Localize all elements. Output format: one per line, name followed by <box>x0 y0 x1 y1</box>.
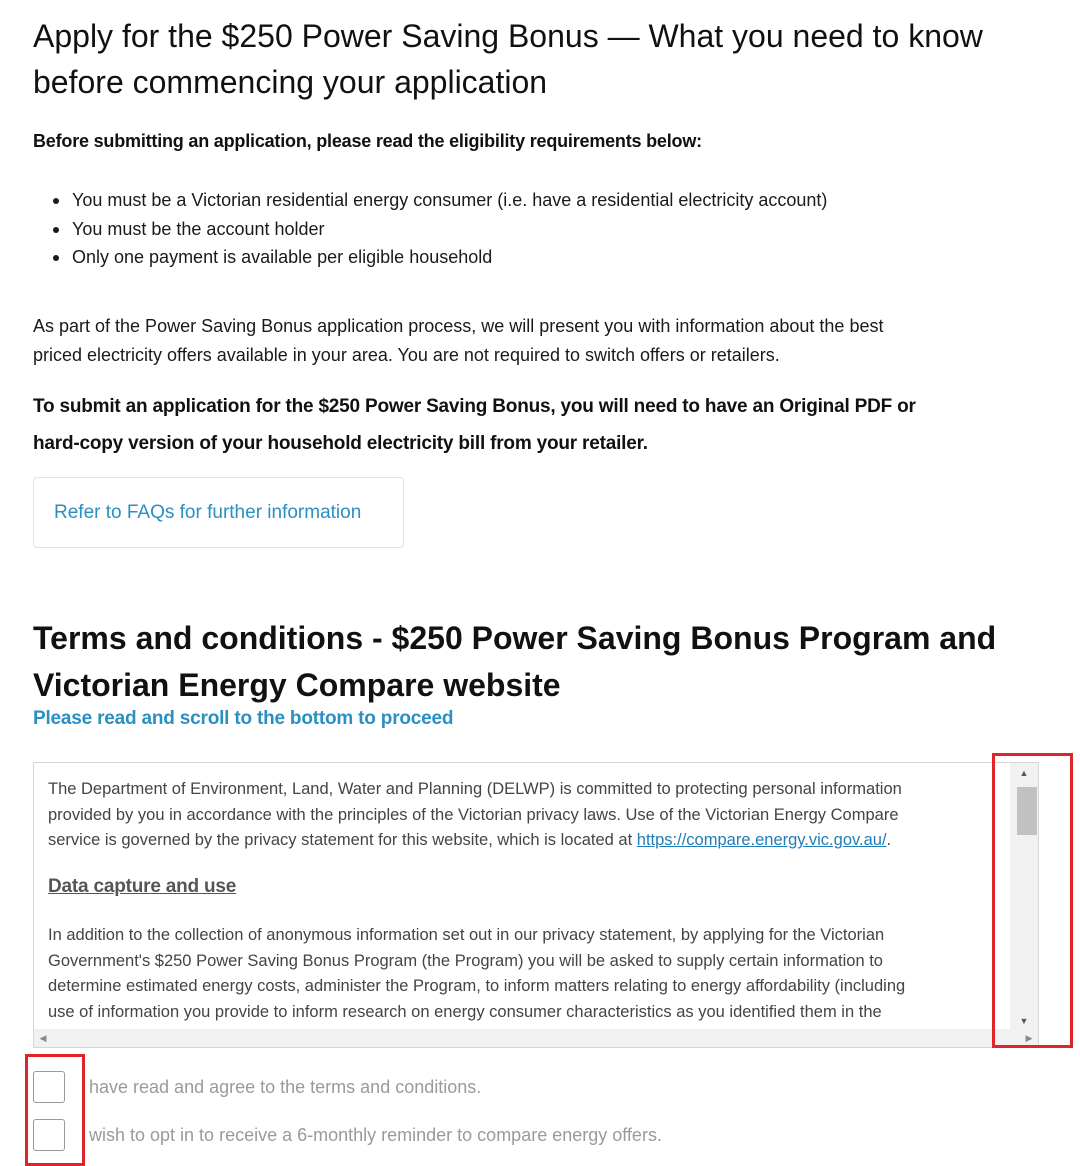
terms-heading-line-1: Terms and conditions - $250 Power Saving Bonus Program and <box>33 619 997 656</box>
terms-scroll-box[interactable] <box>33 762 1039 1048</box>
page-title <box>33 13 1053 105</box>
agree-terms-checkbox[interactable] <box>33 1071 65 1103</box>
terms-p1-line-1: The Department of Environment, Land, Water and Planning (DELWP) is committed to protecting personal information <box>48 780 902 798</box>
scroll-instruction: Please read and scroll to the bottom to proceed <box>33 708 454 729</box>
terms-p1-line-3: service is governed by the privacy statement for this website, which is located at <box>48 831 637 849</box>
scroll-right-icon[interactable]: ▶ <box>1025 1032 1033 1043</box>
scroll-up-icon[interactable]: ▲ <box>1019 768 1029 778</box>
bullet-icon <box>53 255 59 261</box>
info-paragraph-line-1: As part of the Power Saving Bonus application process, we will present you with information about the best <box>33 316 884 336</box>
info-paragraph <box>33 312 1033 370</box>
terms-heading-line-2: Victorian Energy Compare website <box>33 666 561 703</box>
scrollbar-thumb[interactable] <box>1017 787 1037 835</box>
terms-p2-line-2: Government's $250 Power Saving Bonus Program (the Program) you will be asked to supply certain information to <box>48 951 883 970</box>
bill-requirement-line-2: hard-copy version of your household electricity bill from your retailer. <box>33 433 648 454</box>
list-item-text: You must be the account holder <box>72 218 325 239</box>
page-title-line-1: Apply for the $250 Power Saving Bonus — What you need to know <box>33 18 983 55</box>
reminder-opt-in-checkbox[interactable] <box>33 1119 65 1151</box>
scroll-down-icon[interactable]: ▼ <box>1019 1016 1029 1026</box>
bullet-icon <box>53 198 59 204</box>
terms-p2-line-4: use of information you provide to inform research on energy consumer characteristics as you identified them in the <box>48 1002 882 1021</box>
agree-terms-label: have read and agree to the terms and conditions. <box>89 1076 482 1097</box>
vertical-scrollbar[interactable] <box>1010 763 1038 1031</box>
reminder-opt-in-label: wish to opt in to receive a 6-monthly reminder to compare energy offers. <box>89 1124 662 1145</box>
eligibility-intro: Before submitting an application, please read the eligibility requirements below: <box>33 131 702 151</box>
info-paragraph-line-2: priced electricity offers available in your area. You are not required to switch offers or retailers. <box>33 345 780 365</box>
agree-terms-row <box>33 1071 481 1103</box>
bill-requirement-notice <box>33 388 1033 462</box>
horizontal-scrollbar[interactable] <box>34 1029 1038 1047</box>
list-item-text: You must be a Victorian residential energy consumer (i.e. have a residential electricity account) <box>72 190 828 210</box>
list-item <box>33 186 827 215</box>
eligibility-list <box>33 186 827 272</box>
terms-p2-line-3: determine estimated energy costs, administer the Program, to inform matters relating to energy affordability (including <box>48 977 906 995</box>
faq-button[interactable]: Refer to FAQs for further information <box>33 477 404 548</box>
list-item <box>33 243 827 272</box>
terms-p1-line-3-end: . <box>886 831 892 849</box>
scroll-left-icon[interactable]: ◀ <box>39 1032 47 1043</box>
terms-p2-line-1: In addition to the collection of anonymous information set out in our privacy statement, by applying for the Victorian <box>48 926 885 944</box>
terms-heading <box>33 615 1053 709</box>
page-title-line-2: before commencing your application <box>33 64 548 101</box>
data-capture-heading: Data capture and use <box>48 875 237 897</box>
terms-paragraph-2 <box>48 923 1008 1025</box>
terms-content <box>48 777 1008 1025</box>
terms-p1-line-2: provided by you in accordance with the principles of the Victorian privacy laws. Use of the Victorian Energy Compare <box>48 805 899 824</box>
privacy-statement-link[interactable]: https://compare.energy.vic.gov.au/ <box>636 831 887 849</box>
reminder-opt-in-row <box>33 1119 662 1151</box>
terms-paragraph-1 <box>48 777 1008 854</box>
bullet-icon <box>53 227 59 233</box>
bill-requirement-line-1: To submit an application for the $250 Power Saving Bonus, you will need to have an Original PDF or <box>33 396 916 417</box>
list-item-text: Only one payment is available per eligible household <box>72 247 493 267</box>
list-item <box>33 215 827 244</box>
